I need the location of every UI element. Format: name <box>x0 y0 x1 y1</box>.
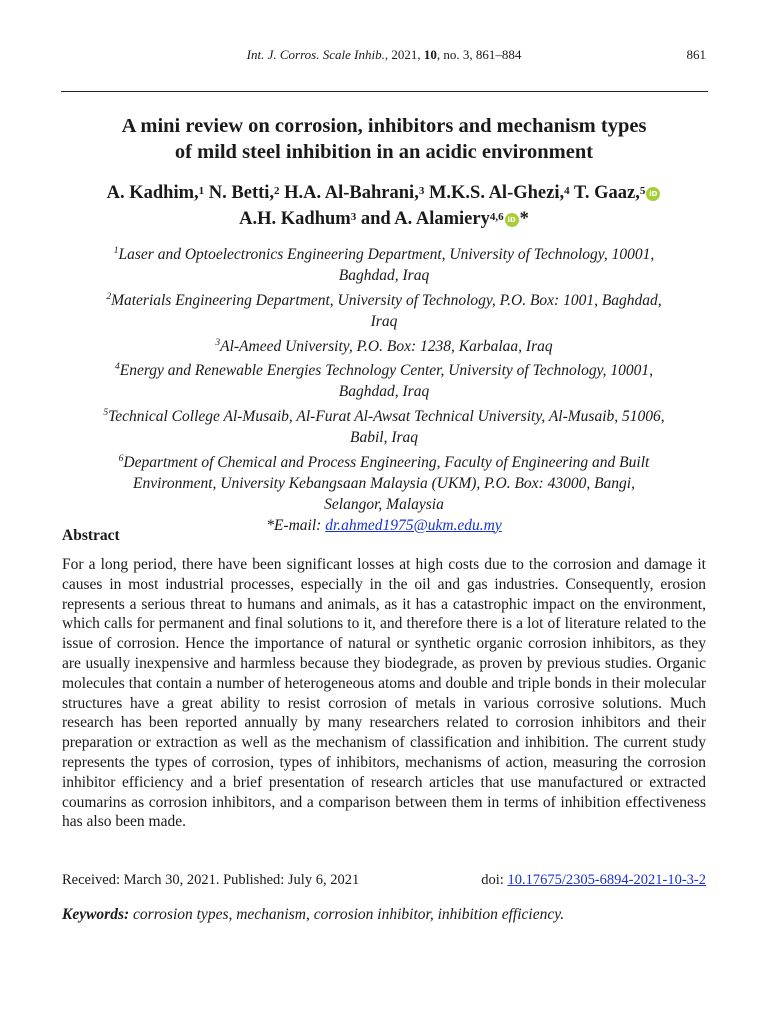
affiliation-line: Selangor, Malaysia <box>324 495 444 513</box>
author-affil-mark: 3 <box>418 185 425 197</box>
affiliation-line <box>58 241 710 266</box>
doi <box>481 872 706 889</box>
affiliation-text: Energy and Renewable Energies Technology Center, University of Technology, 10001, <box>119 362 653 380</box>
publication-dates <box>62 872 706 892</box>
author-affil-mark: 1 <box>198 185 205 197</box>
article-title <box>60 113 708 165</box>
journal-name: Int. J. Corros. Scale Inhib. <box>246 47 385 62</box>
affiliation-line: Babil, Iraq <box>349 429 419 447</box>
affiliation-line <box>58 287 710 312</box>
author-affil-mark: 5 <box>639 185 646 197</box>
author-name: T. Gaaz, <box>573 183 640 203</box>
affiliation-line <box>58 357 710 382</box>
affiliation-text: Laser and Optoelectronics Engineering Department, University of Technology, 10001, <box>118 246 655 264</box>
affiliation-mark: 6 <box>118 453 124 464</box>
orcid-icon[interactable]: iD <box>505 213 519 227</box>
affiliation-text: Al-Ameed University, P.O. Box: 1238, Karbalaa, Iraq <box>220 337 553 355</box>
affiliation-mark: 5 <box>103 408 109 419</box>
affiliations <box>58 241 710 536</box>
affiliation-text: Department of Chemical and Process Engineering, Faculty of Engineering and Built <box>123 454 650 472</box>
email-label: *E-mail: <box>266 516 326 534</box>
affiliation-text: Technical College Al-Musaib, Al-Furat Al-Awsat Technical University, Al-Musaib, 51006, <box>108 408 665 426</box>
author-line-2 <box>40 206 728 232</box>
affiliation-line: Baghdad, Iraq <box>338 266 430 284</box>
corresponding-mark: * <box>519 209 529 229</box>
author-affil-mark: 4,6 <box>489 211 504 223</box>
affiliation-mark: 3 <box>215 337 221 348</box>
author-name: N. Betti, <box>208 183 275 203</box>
title-line-2: of mild steel inhibition in an acidic environment <box>174 141 594 163</box>
affiliation-line: Environment, University Kebangsaan Malaysia (UKM), P.O. Box: 43000, Bangi, <box>133 474 635 492</box>
email-line <box>58 516 710 537</box>
author-line-1 <box>40 180 728 206</box>
orcid-icon[interactable]: iD <box>646 187 660 201</box>
affiliation-mark: 1 <box>113 246 119 256</box>
keywords-text: corrosion types, mechanism, corrosion inhibitor, inhibition efficiency. <box>129 906 565 923</box>
abstract-text: For a long period, there have been significant losses at high costs due to the corrosion and damage it causes in most industrial processes, especially in the oil and gas industries. Consequently, erosion represents a serious threat to humans and animals, as it has a catastrophic impact on the environment, which calls for permanent and final solutions to it, and therefore there is a lot of literature related to the issue of corrosion. Hence the importance of natural or synthetic organic corrosion inhibitors, as they are usually inexpensive and harmless because they biodegrade, as proven by previous studies. Organic molecules that contain a number of heterogeneous atoms and double and triple bonds in their molecular structures have a great ability to resist corrosion of metals in various corrosive solutions. Much research has been reported annually by many researchers related to corrosion inhibitors and their preparation or extraction as well as the mechanism of classification and inhibition. The current study represents the types of corrosion, types of inhibitors, mechanisms of action, measuring the corrosion inhibitor efficiency and a brief presentation of research articles that use manufactured or extracted coumarins as corrosion inhibitors, and a comparison between them in terms of inhibition effectiveness has also been made. <box>62 556 706 831</box>
journal-issue-pages: , no. 3, 861–884 <box>436 47 522 62</box>
journal-volume: 10 <box>423 47 437 62</box>
author-name: A. Kadhim, <box>106 183 199 203</box>
running-head <box>0 47 768 67</box>
abstract-heading: Abstract <box>62 527 120 544</box>
journal-citation <box>0 47 768 63</box>
affiliation-line <box>58 403 710 428</box>
doi-link[interactable]: 10.17675/2305-6894-2021-10-3-2 <box>507 872 706 888</box>
affiliation-line: Iraq <box>370 312 398 330</box>
keywords <box>62 906 706 924</box>
author-affil-mark: 3 <box>350 211 357 223</box>
affiliation-mark: 2 <box>106 291 112 302</box>
author-affil-mark: 4 <box>564 185 570 197</box>
page-number: 861 <box>686 47 706 62</box>
author-name: and A. Alamiery <box>360 209 490 229</box>
author-name: M.K.S. Al-Ghezi, <box>428 183 565 203</box>
email-link[interactable]: dr.ahmed1975@ukm.edu.my <box>325 516 502 534</box>
author-list <box>40 180 728 232</box>
header-rule <box>61 91 708 92</box>
keywords-label: Keywords: <box>62 906 130 923</box>
affiliation-text: Materials Engineering Department, University of Technology, P.O. Box: 1001, Baghdad, <box>111 291 662 309</box>
author-name: A.H. Kadhum <box>239 209 351 229</box>
journal-year: , 2021, <box>384 47 424 62</box>
title-line-1: A mini review on corrosion, inhibitors and mechanism types <box>121 115 647 137</box>
doi-label: doi: <box>481 872 508 888</box>
author-affil-mark: 2 <box>274 185 280 197</box>
affiliation-mark: 4 <box>115 362 120 373</box>
affiliation-line <box>58 333 710 358</box>
affiliation-line: Baghdad, Iraq <box>338 383 430 401</box>
author-name: H.A. Al-Bahrani, <box>284 183 419 203</box>
received-published: Received: March 30, 2021. Published: July 6, 2021 <box>62 872 360 888</box>
affiliation-line <box>58 449 710 474</box>
